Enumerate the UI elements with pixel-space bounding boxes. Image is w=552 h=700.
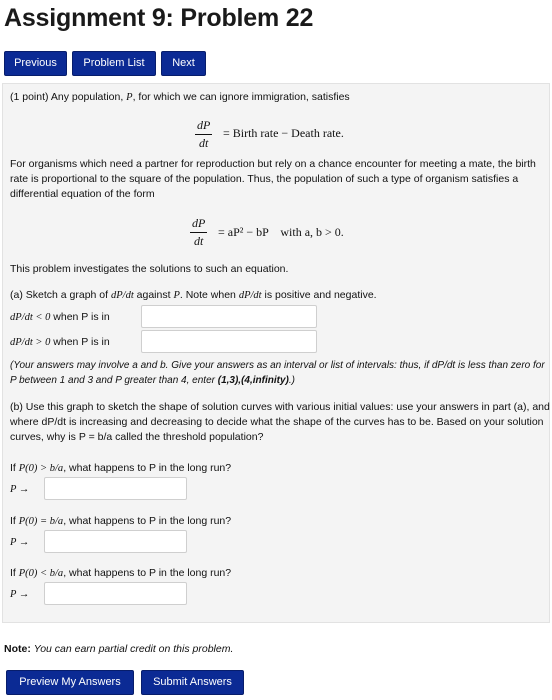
part-a-instruction: (a) Sketch a graph of dP/dt against P. Note when dP/dt is positive and negative. [10, 289, 377, 301]
partial-credit-note: Note: You can earn partial credit on this problem. [4, 643, 234, 655]
part-b-arrow-1: P → [10, 484, 30, 495]
problem-list-button[interactable]: Problem List [72, 51, 156, 76]
next-button[interactable]: Next [161, 51, 206, 76]
answer-long-run-at-threshold-input[interactable] [44, 530, 187, 553]
equation-2-rhs: = aP² − bP with a, b > 0. [218, 225, 344, 239]
part-b-question-3: If P(0) < b/a, what happens to P in the long run? [10, 567, 232, 579]
part-b-question-2: If P(0) = b/a, what happens to P in the long run? [10, 515, 232, 527]
part-a-hint: (Your answers may involve a and b. Give your answers as an interval or list of intervals: thus, if dP/dt is less than zero for P between 1 and 3 and P greater than 4, enter (1,3),(4,infinity).) [10, 360, 545, 386]
answer-long-run-above-threshold-input[interactable] [44, 477, 187, 500]
answer-positive-interval-input[interactable] [141, 330, 317, 353]
submit-answers-button[interactable]: Submit Answers [141, 670, 244, 695]
preview-answers-button[interactable]: Preview My Answers [6, 670, 134, 695]
part-b-instruction: (b) Use this graph to sketch the shape of solution curves with various initial values: use your answers in part (a), and where dP/dt is increasing and decreasing to decide what the shape of the curves has to be. Based on your solution curves, why is P = b/a called the threshold population? [10, 401, 550, 443]
page-title: Assignment 9: Problem 22 [4, 4, 314, 32]
answer-long-run-below-threshold-input[interactable] [44, 582, 187, 605]
part-b-arrow-2: P → [10, 537, 30, 548]
answer-negative-interval-input[interactable] [141, 305, 317, 328]
problem-paragraph-2: This problem investigates the solutions to such an equation. [10, 263, 289, 275]
previous-button[interactable]: Previous [4, 51, 67, 76]
part-a-row-2-label: dP/dt > 0 when P is in [10, 336, 110, 348]
part-b-question-1: If P(0) > b/a, what happens to P in the long run? [10, 462, 232, 474]
equation-2-fraction: $\frac{dP}{dt}$ [192, 216, 206, 248]
equation-1-fraction: $\frac{dP}{dt}$ [197, 118, 211, 150]
equation-1-rhs: = Birth rate − Death rate. [223, 126, 344, 140]
part-a-row-1-label: dP/dt < 0 when P is in [10, 311, 110, 323]
part-b-arrow-3: P → [10, 589, 30, 600]
problem-paragraph-1: For organisms which need a partner for reproduction but rely on a chance encounter for meeting a mate, the birth rate is proportional to the square of the population. Thus, the population of such a type of organism satisfies a differential equation of the form [10, 158, 536, 200]
problem-intro: (1 point) Any population, P, for which we can ignore immigration, satisfies [10, 91, 350, 103]
